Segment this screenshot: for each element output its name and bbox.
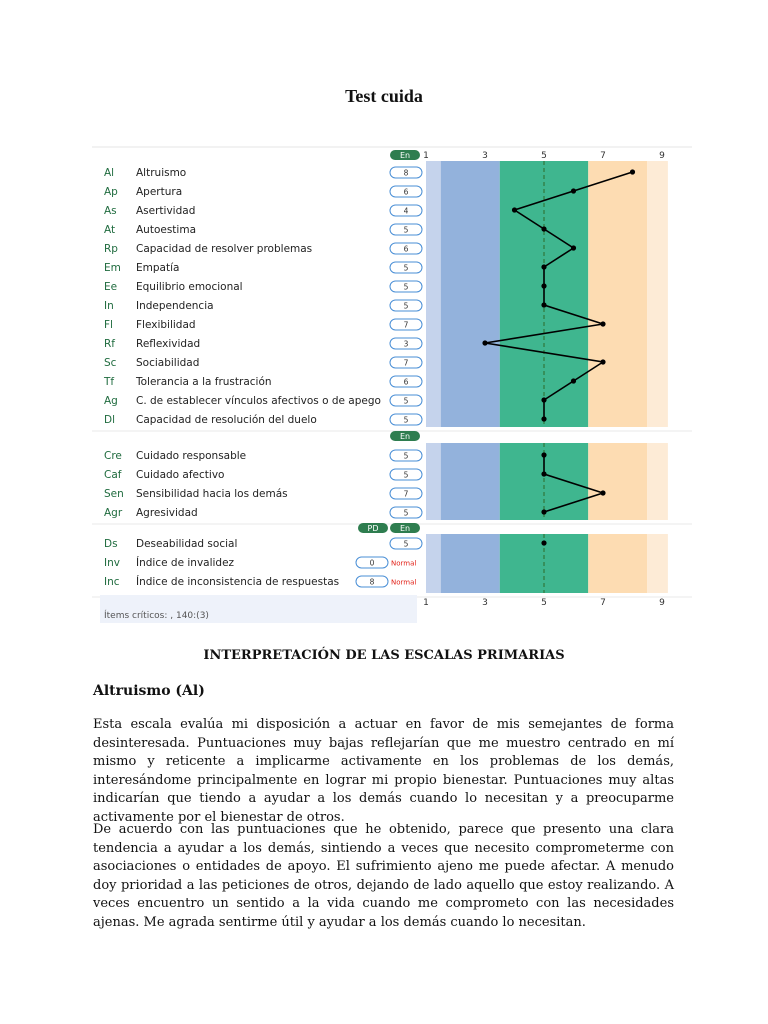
- scale-name: Cuidado responsable: [136, 450, 247, 462]
- score-value: 8: [403, 168, 409, 178]
- data-point: [541, 226, 546, 231]
- badge-en: En: [399, 524, 411, 533]
- scale-title: Altruismo (Al): [93, 683, 205, 699]
- x-tick-top: 1: [423, 151, 429, 161]
- score-value: 5: [403, 508, 409, 518]
- scale-name: C. de establecer vínculos afectivos o de apego: [136, 395, 381, 407]
- x-tick-bottom: 7: [600, 598, 606, 608]
- data-point: [571, 378, 576, 383]
- data-point: [541, 397, 546, 402]
- band-high: [588, 534, 647, 593]
- scale-code: In: [104, 300, 114, 312]
- cuida-profile-chart: [92, 143, 692, 621]
- scale-code: Rf: [104, 338, 115, 350]
- data-point: [512, 207, 517, 212]
- badge-en: En: [399, 432, 411, 441]
- scale-code: Rp: [104, 243, 118, 255]
- band-very-low: [426, 443, 441, 520]
- x-tick-top: 7: [600, 151, 606, 161]
- pd-value: 8: [369, 577, 375, 587]
- x-tick-top: 3: [482, 151, 488, 161]
- data-point: [482, 340, 487, 345]
- x-tick-bottom: 5: [541, 598, 547, 608]
- scale-name: Sociabilidad: [136, 357, 200, 369]
- band-high: [588, 443, 647, 520]
- scale-name: Índice de invalidez: [136, 557, 235, 569]
- x-tick-bottom: 9: [659, 598, 665, 608]
- band-very-high: [647, 534, 668, 593]
- scale-code: At: [104, 224, 116, 236]
- band-very-high: [647, 443, 668, 520]
- score-value: 5: [403, 451, 409, 461]
- band-low: [441, 161, 500, 427]
- x-tick-top: 5: [541, 151, 547, 161]
- scale-name: Equilibrio emocional: [136, 281, 243, 293]
- scale-code: Caf: [104, 469, 122, 481]
- scale-name: Deseabilidad social: [136, 538, 238, 550]
- pd-value: 0: [369, 558, 375, 568]
- scale-name: Empatía: [136, 262, 180, 274]
- scale-name: Tolerancia a la frustración: [136, 376, 272, 388]
- score-value: 7: [403, 358, 409, 368]
- scale-code: As: [104, 205, 117, 217]
- score-value: 5: [403, 539, 409, 549]
- score-value: 5: [403, 470, 409, 480]
- x-tick-bottom: 1: [423, 598, 429, 608]
- data-point: [541, 452, 546, 457]
- data-point: [600, 321, 605, 326]
- scale-code: Cre: [104, 450, 122, 462]
- scale-name: Sensibilidad hacia los demás: [136, 488, 288, 500]
- scale-name: Índice de inconsistencia de respuestas: [136, 576, 340, 588]
- interpretation-heading: INTERPRETACIÓN DE LAS ESCALAS PRIMARIAS: [203, 648, 565, 663]
- scale-code: Tf: [104, 376, 115, 388]
- scale-name: Independencia: [136, 300, 214, 312]
- badge-en: En: [399, 151, 411, 160]
- paragraph-results: De acuerdo con las puntuaciones que he obtenido, parece que presento una clara tendencia a ayudar a los demás, sintiendo a veces que necesito comprometerme con asociaciones o entidades de apoyo. El sufrimiento ajeno me puede afectar. A menudo doy prioridad a las peticiones de otros, dejando de lado aquello que estoy realizando. A veces encuentro un sentido a la vida cuando me comprometo con las necesidades ajenas. Me agrada sentirme útil y ayudar a los demás cuando lo necesitan.: [93, 822, 674, 930]
- data-point: [541, 540, 546, 545]
- x-tick-bottom: 3: [482, 598, 488, 608]
- document-title: Test cuida: [345, 86, 423, 106]
- data-point: [571, 245, 576, 250]
- score-value: 7: [403, 489, 409, 499]
- scale-code: Em: [104, 262, 121, 274]
- scale-name: Reflexividad: [136, 338, 201, 350]
- score-value: 6: [403, 244, 409, 254]
- data-point: [571, 188, 576, 193]
- score-value: 6: [403, 187, 409, 197]
- scale-code: Ds: [104, 538, 118, 550]
- scale-code: Dl: [104, 414, 116, 426]
- data-point: [541, 509, 546, 514]
- score-value: 5: [403, 263, 409, 273]
- scale-code: Ap: [104, 186, 118, 198]
- data-point: [541, 471, 546, 476]
- data-point: [630, 169, 635, 174]
- scale-name: Altruismo: [136, 167, 187, 179]
- score-value: 5: [403, 282, 409, 292]
- band-high: [588, 161, 647, 427]
- scale-name: Cuidado afectivo: [136, 469, 225, 481]
- score-value: 4: [403, 206, 409, 216]
- scale-code: Sc: [104, 357, 117, 369]
- scale-code: Agr: [104, 507, 123, 519]
- score-value: 6: [403, 377, 409, 387]
- band-very-high: [647, 161, 668, 427]
- scale-code: Ee: [104, 281, 118, 293]
- scale-code: Inv: [104, 557, 120, 569]
- band-very-low: [426, 534, 441, 593]
- scale-code: Ag: [104, 395, 118, 407]
- status-normal: Normal: [391, 559, 417, 568]
- scale-code: Al: [104, 167, 115, 179]
- score-value: 5: [403, 396, 409, 406]
- x-tick-top: 9: [659, 151, 665, 161]
- score-value: 5: [403, 301, 409, 311]
- scale-name: Apertura: [136, 186, 183, 198]
- data-point: [541, 416, 546, 421]
- status-normal: Normal: [391, 578, 417, 587]
- scale-name: Autoestima: [136, 224, 197, 236]
- score-value: 5: [403, 225, 409, 235]
- data-point: [600, 490, 605, 495]
- badge-pd: PD: [367, 524, 379, 533]
- score-value: 5: [403, 415, 409, 425]
- band-low: [441, 443, 500, 520]
- data-point: [600, 359, 605, 364]
- score-value: 3: [403, 339, 409, 349]
- scale-code: Fl: [104, 319, 113, 331]
- data-point: [541, 302, 546, 307]
- data-point: [541, 264, 546, 269]
- critical-items-note: Ítems críticos: , 140:(3): [104, 611, 209, 621]
- band-low: [441, 534, 500, 593]
- scale-name: Agresividad: [136, 507, 198, 519]
- scale-name: Flexibilidad: [136, 319, 196, 331]
- scale-name: Capacidad de resolver problemas: [136, 243, 313, 255]
- score-value: 7: [403, 320, 409, 330]
- band-very-low: [426, 161, 441, 427]
- scale-code: Inc: [104, 576, 120, 588]
- scale-name: Capacidad de resolución del duelo: [136, 414, 317, 426]
- data-point: [541, 283, 546, 288]
- paragraph-description: Esta escala evalúa mi disposición a actuar en favor de mis semejantes de forma desinteresada. Puntuaciones muy bajas reflejarían que me muestro centrado en mí mismo y reticente a implicarme activamente en los problemas de los demás, interesándome principalmente en lograr mi propio bienestar. Puntuaciones muy altas indicarían que tiendo a ayudar a los demás cuando lo necesitan y a preocuparme activamente por el bienestar de otros.: [93, 717, 674, 825]
- scale-name: Asertividad: [136, 205, 196, 217]
- scale-code: Sen: [104, 488, 124, 500]
